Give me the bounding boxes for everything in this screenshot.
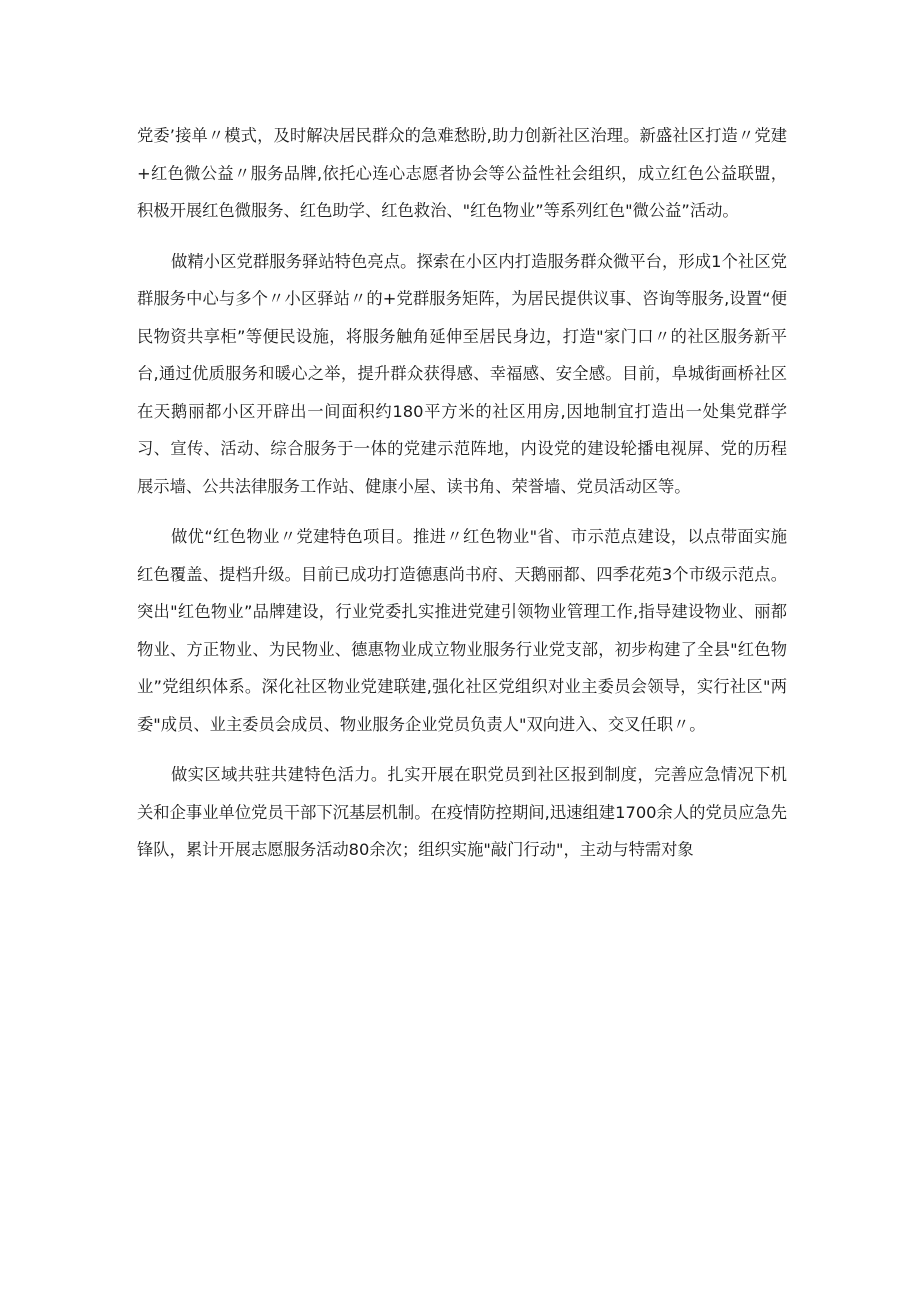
paragraph-3: 做优“红色物业〃党建特色项目。推进〃红色物业"省、市示范点建设，以点带面实施红色覆盖、提档升级。目前已成功打造德惠尚书府、天鹅丽都、四季花苑3个市级示范点。突出"红色物业”品牌建设，行业党委扎实推进党建引领物业管理工作,指导建设物业、丽都物业、方正物业、为民物业、德惠物业成立物业服务行业党支部，初步构建了全县"红色物业”党组织体系。深化社区物业党建联建,强化社区党组织对业主委员会领导，实行社区"两委"成员、业主委员会成员、物业服务企业党员负责人"双向进入、交叉任职〃。 [137,527,787,734]
document-body [137,117,787,869]
paragraph-1: 党委’接单〃模式，及时解决居民群众的急难愁盼,助力创新社区治理。新盛社区打造〃党建+红色微公益〃服务品牌,依托心连心志愿者协会等公益性社会组织，成立红色公益联盟，积极开展红色微服务、红色助学、红色救治、"红色物业”等系列红色"微公益”活动。 [137,126,787,220]
paragraph-2: 做精小区党群服务驿站特色亮点。探索在小区内打造服务群众微平台，形成1个社区党群服务中心与多个〃小区驿站〃的+党群服务矩阵，为居民提供议事、咨询等服务,设置“便民物资共享柜”等便民设施，将服务触角延伸至居民身边，打造"家门口〃的社区服务新平台,通过优质服务和暖心之举，提升群众获得感、幸福感、安全感。目前，阜城街画桥社区在天鹅丽都小区开辟出一间面积约180平方米的社区用房,因地制宜打造出一处集党群学习、宣传、活动、综合服务于一体的党建示范阵地，内设党的建设轮播电视屏、党的历程展示墙、公共法律服务工作站、健康小屋、读书角、荣誉墙、党员活动区等。 [137,251,787,496]
paragraph-4: 做实区域共驻共建特色活力。扎实开展在职党员到社区报到制度，完善应急情况下机关和企事业单位党员干部下沉基层机制。在疫情防控期间,迅速组建1700余人的党员应急先锋队，累计开展志愿服务活动80余次；组织实施"敲门行动"，主动与特需对象 [137,765,787,859]
